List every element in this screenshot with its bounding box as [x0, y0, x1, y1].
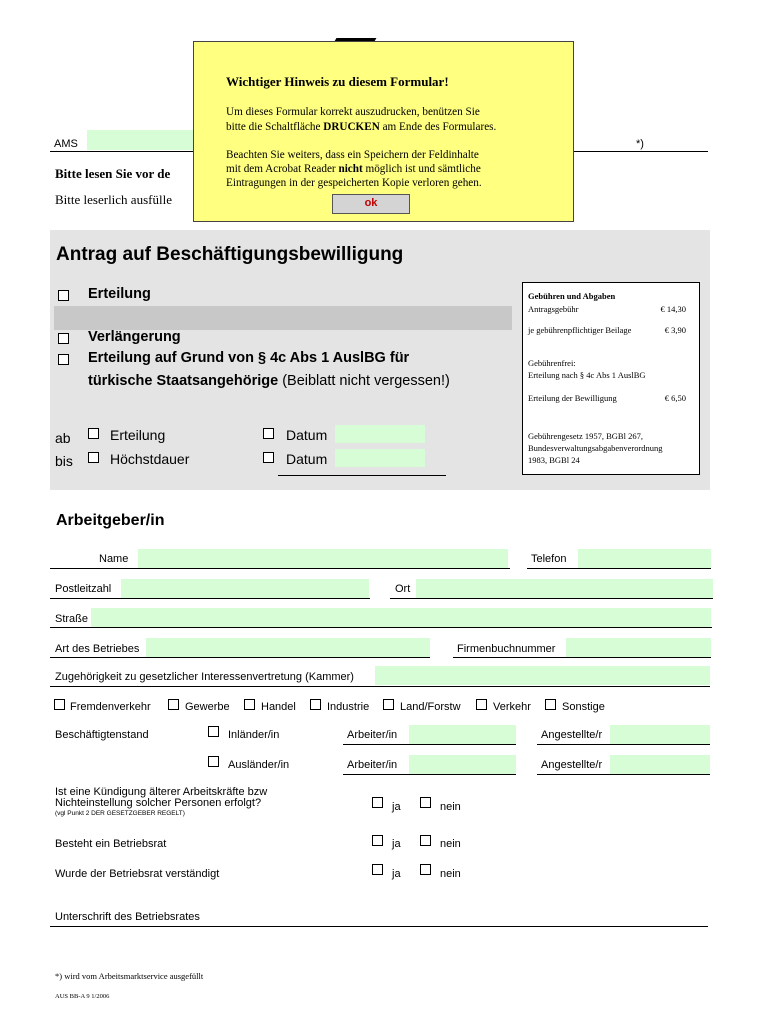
arbeiter-2-label: Arbeiter/in	[347, 759, 398, 771]
ok-button[interactable]: ok	[332, 194, 410, 214]
signature-label: Unterschrift des Betriebsrates	[55, 911, 200, 923]
telefon-line	[527, 568, 711, 569]
q2-nein-label: nein	[440, 838, 461, 850]
bis-label: bis	[55, 453, 73, 469]
option-4c-line-1: Erteilung auf Grund von § 4c Abs 1 AuslBG für	[88, 350, 410, 366]
popup-line-4	[226, 163, 481, 175]
fee-row-2-value: € 3,90	[664, 325, 686, 335]
q3-nein-label: nein	[440, 868, 461, 880]
fee-row-2-label: je gebührenpflichtiger Beilage	[528, 325, 632, 335]
strasse-label: Straße	[55, 613, 89, 625]
fee-free-title: Gebührenfrei:	[528, 358, 576, 368]
name-label: Name	[99, 553, 129, 565]
question-1-line-1: Ist eine Kündigung älterer Arbeitskräfte bzw	[55, 786, 268, 798]
arbeiter-2-line	[343, 774, 516, 775]
art-label: Art des Betriebes	[55, 643, 140, 655]
sector-gewerbe: Gewerbe	[185, 701, 230, 713]
name-line	[50, 568, 510, 569]
q1-ja-label: ja	[392, 801, 401, 813]
fee-box	[522, 282, 700, 475]
ab-label: ab	[55, 430, 71, 446]
fee-free-text: Erteilung nach § 4c Abs 1 AuslBG	[528, 370, 646, 380]
angestellte-2-label: Angestellte/r	[541, 759, 603, 771]
checkbox-q2-ja[interactable]	[372, 835, 383, 846]
instruction-legible: Bitte leserlich ausfülle	[55, 192, 172, 207]
q3-ja-label: ja	[392, 868, 401, 880]
angestellte-1-input[interactable]	[610, 725, 710, 744]
footer-code: AUS BB-A 9 1/2006	[55, 993, 110, 1000]
popup-line-2-post: am Ende des Formulares.	[379, 121, 497, 133]
fee-law-2: Bundesverwaltungsabgabenverordnung	[528, 443, 663, 453]
checkbox-q1-ja[interactable]	[372, 797, 383, 808]
ams-input[interactable]	[87, 130, 197, 150]
option-4c-line-2	[88, 373, 450, 389]
firmenbuch-input[interactable]	[566, 638, 711, 657]
art-input[interactable]	[146, 638, 430, 657]
checkbox-auslaender[interactable]	[208, 756, 219, 767]
footer-note: *) wird vom Arbeitsmarktservice ausgefüllt	[55, 971, 204, 981]
employer-heading: Arbeitgeber/in	[56, 512, 165, 529]
signature-line	[50, 926, 708, 927]
arbeiter-1-input[interactable]	[409, 725, 516, 744]
checkbox-datum-1[interactable]	[263, 428, 274, 439]
sector-fremdenverkehr: Fremdenverkehr	[70, 701, 151, 713]
notice-popup	[193, 41, 574, 222]
art-line	[50, 657, 430, 658]
fee-row-1-value: € 14,30	[660, 304, 686, 314]
fee-row-1-label: Antragsgebühr	[528, 304, 579, 314]
angestellte-1-line	[537, 744, 710, 745]
option-4c-turkish: türkische Staatsangehörige	[88, 373, 279, 389]
telefon-label: Telefon	[531, 553, 567, 565]
option-verlaengerung-label: Verlängerung	[88, 329, 181, 345]
checkbox-landforstw[interactable]	[383, 699, 394, 710]
ort-input[interactable]	[416, 579, 713, 598]
fee-law-3: 1983, BGBl 24	[528, 455, 580, 465]
checkbox-sonstige[interactable]	[545, 699, 556, 710]
angestellte-1-label: Angestellte/r	[541, 729, 603, 741]
ams-label: AMS	[54, 138, 78, 150]
kammer-label: Zugehörigkeit zu gesetzlicher Interessenvertretung (Kammer)	[55, 671, 354, 683]
checkbox-q2-nein[interactable]	[420, 835, 431, 846]
kammer-line	[50, 686, 710, 687]
question-2: Besteht ein Betriebsrat	[55, 838, 167, 850]
popup-line-2	[226, 121, 496, 133]
inlaender-label: Inländer/in	[228, 729, 280, 741]
fee-row-3-label: Erteilung der Bewilligung	[528, 393, 617, 403]
instruction-read: Bitte lesen Sie vor de	[55, 166, 171, 181]
option-erteilung-label: Erteilung	[88, 286, 151, 302]
option-4c-note: (Beiblatt nicht vergessen!)	[278, 373, 450, 389]
popup-title: Wichtiger Hinweis zu diesem Formular!	[226, 74, 449, 89]
angestellte-2-input[interactable]	[610, 755, 710, 774]
checkbox-fremdenverkehr[interactable]	[54, 699, 65, 710]
strasse-input[interactable]	[91, 608, 711, 627]
checkbox-q3-nein[interactable]	[420, 864, 431, 875]
popup-line-4-post: möglich ist und sämtliche	[362, 163, 481, 175]
checkbox-verlaengerung[interactable]	[58, 333, 69, 344]
name-input[interactable]	[138, 549, 508, 568]
strasse-line	[50, 627, 712, 628]
fee-row-3-value: € 6,50	[664, 393, 686, 403]
sector-verkehr: Verkehr	[493, 701, 531, 713]
plz-line	[50, 598, 370, 599]
checkbox-erteilung[interactable]	[58, 290, 69, 301]
beschaeftigtenstand-label: Beschäftigtenstand	[55, 729, 149, 741]
sector-landforstw: Land/Forstw	[400, 701, 461, 713]
kammer-input[interactable]	[375, 666, 710, 685]
sector-industrie: Industrie	[327, 701, 370, 713]
datum-2-input[interactable]	[335, 449, 425, 467]
popup-not-keyword: nicht	[338, 163, 363, 175]
question-3: Wurde der Betriebsrat verständigt	[55, 868, 220, 880]
question-1-line-2: Nichteinstellung solcher Personen erfolgt?	[55, 797, 262, 809]
datum-1-input[interactable]	[335, 425, 425, 443]
checkbox-inlaender[interactable]	[208, 726, 219, 737]
checkbox-ab-erteilung[interactable]	[88, 428, 99, 439]
checkbox-gewerbe[interactable]	[168, 699, 179, 710]
datum-2-label: Datum	[286, 451, 328, 467]
ort-line	[390, 598, 713, 599]
checkbox-q1-nein[interactable]	[420, 797, 431, 808]
firmenbuch-label: Firmenbuchnummer	[457, 643, 556, 655]
erteilung-dark-bar	[54, 306, 512, 330]
fee-title: Gebühren und Abgaben	[528, 291, 616, 301]
q2-ja-label: ja	[392, 838, 401, 850]
arbeiter-1-label: Arbeiter/in	[347, 729, 398, 741]
checkbox-handel[interactable]	[244, 699, 255, 710]
arbeiter-2-input[interactable]	[409, 755, 516, 774]
popup-print-keyword: DRUCKEN	[323, 121, 380, 133]
arbeiter-1-line	[343, 744, 516, 745]
popup-line-4-pre: mit dem Acrobat Reader	[226, 163, 339, 175]
checkbox-hoechstdauer[interactable]	[88, 452, 99, 463]
plz-label: Postleitzahl	[55, 583, 112, 595]
popup-line-3: Beachten Sie weiters, dass ein Speichern der Feldinhalte	[226, 149, 479, 161]
datum-underline	[278, 475, 446, 476]
plz-input[interactable]	[121, 579, 369, 598]
checkbox-verkehr[interactable]	[476, 699, 487, 710]
sector-handel: Handel	[261, 701, 296, 713]
q1-nein-label: nein	[440, 801, 461, 813]
auslaender-label: Ausländer/in	[228, 759, 290, 771]
application-title: Antrag auf Beschäftigungsbewilligung	[56, 244, 404, 265]
angestellte-2-line	[537, 774, 710, 775]
question-1-note: (vgl Punkt 2 DER GESETZGEBER REGELT)	[55, 810, 185, 817]
popup-line-1: Um dieses Formular korrekt auszudrucken, benützen Sie	[226, 106, 480, 118]
popup-line-5: Eintragungen in der gespeicherten Kopie verloren gehen.	[226, 177, 482, 189]
checkbox-datum-2[interactable]	[263, 452, 274, 463]
datum-1-label: Datum	[286, 427, 328, 443]
checkbox-q3-ja[interactable]	[372, 864, 383, 875]
firmenbuch-line	[453, 657, 711, 658]
checkbox-4c[interactable]	[58, 354, 69, 365]
ab-erteilung-label: Erteilung	[110, 427, 166, 443]
fee-law-1: Gebührengesetz 1957, BGBl 267,	[528, 431, 643, 441]
popup-line-2-pre: bitte die Schaltfläche	[226, 121, 324, 133]
hoechstdauer-label: Höchstdauer	[110, 451, 190, 467]
telefon-input[interactable]	[578, 549, 711, 568]
ort-label: Ort	[395, 583, 411, 595]
sector-sonstige: Sonstige	[562, 701, 605, 713]
checkbox-industrie[interactable]	[310, 699, 321, 710]
footnote-marker: *)	[636, 138, 644, 150]
